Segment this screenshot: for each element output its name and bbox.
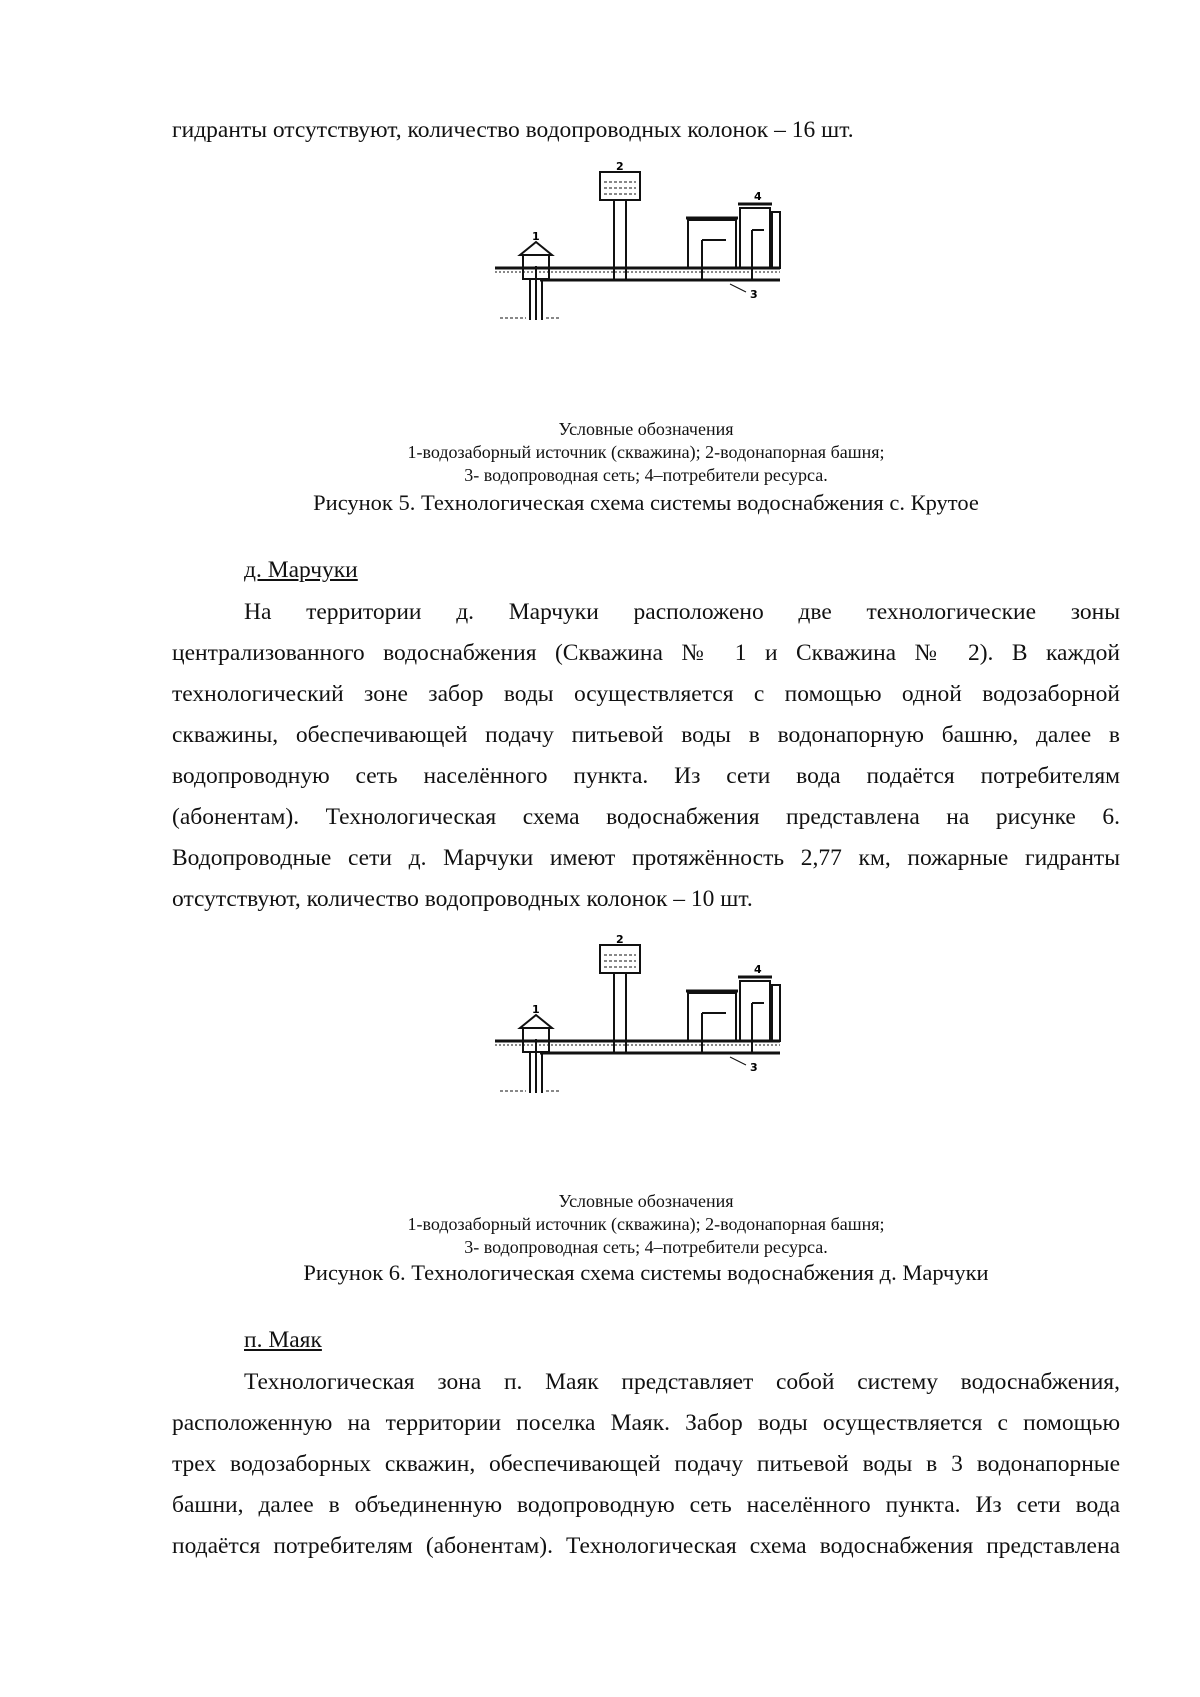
figure-6-diagram — [490, 933, 790, 1093]
text-line: Технологическая зона п. Маяк представляет собой систему водоснабжения, — [244, 1369, 1120, 1395]
text-line: централизованного водоснабжения (Скважина № 1 и Скважина № 2). В каждой — [172, 640, 1120, 666]
text-line: скважины, обеспечивающей подачу питьевой воды в водонапорную башню, далее в — [172, 722, 1120, 748]
text-line: подаётся потребителям (абонентам). Технологическая схема водоснабжения представлена — [172, 1533, 1120, 1559]
section-heading-mayak: п. Маяк — [244, 1327, 322, 1353]
text-line: водопроводную сеть населённого пункта. Из сети вода подаётся потребителям — [172, 763, 1120, 789]
figure-5-label-4: 4 — [754, 190, 762, 203]
text-line: технологический зоне забор воды осуществляется с помощью одной водозаборной — [172, 681, 1120, 707]
figure-6-label-4: 4 — [754, 963, 762, 976]
text-line: отсутствуют, количество водопроводных колонок – 10 шт. — [172, 886, 753, 912]
figure-6-label-3: 3 — [750, 1061, 758, 1074]
figure-5-label-1: 1 — [532, 230, 540, 243]
figure-6-caption: Рисунок 6. Технологическая схема системы водоснабжения д. Марчуки — [303, 1260, 989, 1285]
text-line: трех водозаборных скважин, обеспечивающей подачу питьевой воды в 3 водонапорные — [172, 1451, 1120, 1477]
legend-line: 3- водопроводная сеть; 4–потребители ресурса. — [464, 1237, 828, 1257]
text-line: На территории д. Марчуки расположено две технологические зоны — [244, 599, 1120, 625]
section-heading-marchuki: д. Марчуки — [244, 557, 358, 583]
figure-5-label-3: 3 — [750, 288, 758, 301]
text-line: (абонентам). Технологическая схема водоснабжения представлена на рисунке 6. — [172, 804, 1120, 830]
intro-paragraph — [172, 110, 1120, 151]
legend-line: 3- водопроводная сеть; 4–потребители ресурса. — [464, 465, 828, 485]
mayak-paragraph — [172, 1362, 1120, 1567]
marchuki-paragraph — [172, 592, 1120, 920]
legend-line: 1-водозаборный источник (скважина); 2-водонапорная башня; — [407, 442, 885, 462]
text-line: расположенную на территории поселка Маяк. Забор воды осуществляется с помощью — [172, 1410, 1120, 1436]
figure-6-legend — [172, 1190, 1120, 1259]
figure-5-label-2: 2 — [616, 160, 624, 173]
text-line: Водопроводные сети д. Марчуки имеют протяжённость 2,77 км, пожарные гидранты — [172, 845, 1120, 871]
figure-5-diagram — [490, 160, 790, 320]
figure-5-legend — [172, 418, 1120, 487]
legend-title: Условные обозначения — [558, 1191, 734, 1211]
legend-line: 1-водозаборный источник (скважина); 2-водонапорная башня; — [407, 1214, 885, 1234]
legend-title: Условные обозначения — [558, 419, 734, 439]
figure-6-label-2: 2 — [616, 933, 624, 946]
figure-5-caption: Рисунок 5. Технологическая схема системы водоснабжения с. Крутое — [313, 490, 979, 515]
text-line: гидранты отсутствуют, количество водопроводных колонок – 16 шт. — [172, 117, 854, 143]
figure-6-label-1: 1 — [532, 1003, 540, 1016]
text-line: башни, далее в объединенную водопроводную сеть населённого пункта. Из сети вода — [172, 1492, 1120, 1518]
